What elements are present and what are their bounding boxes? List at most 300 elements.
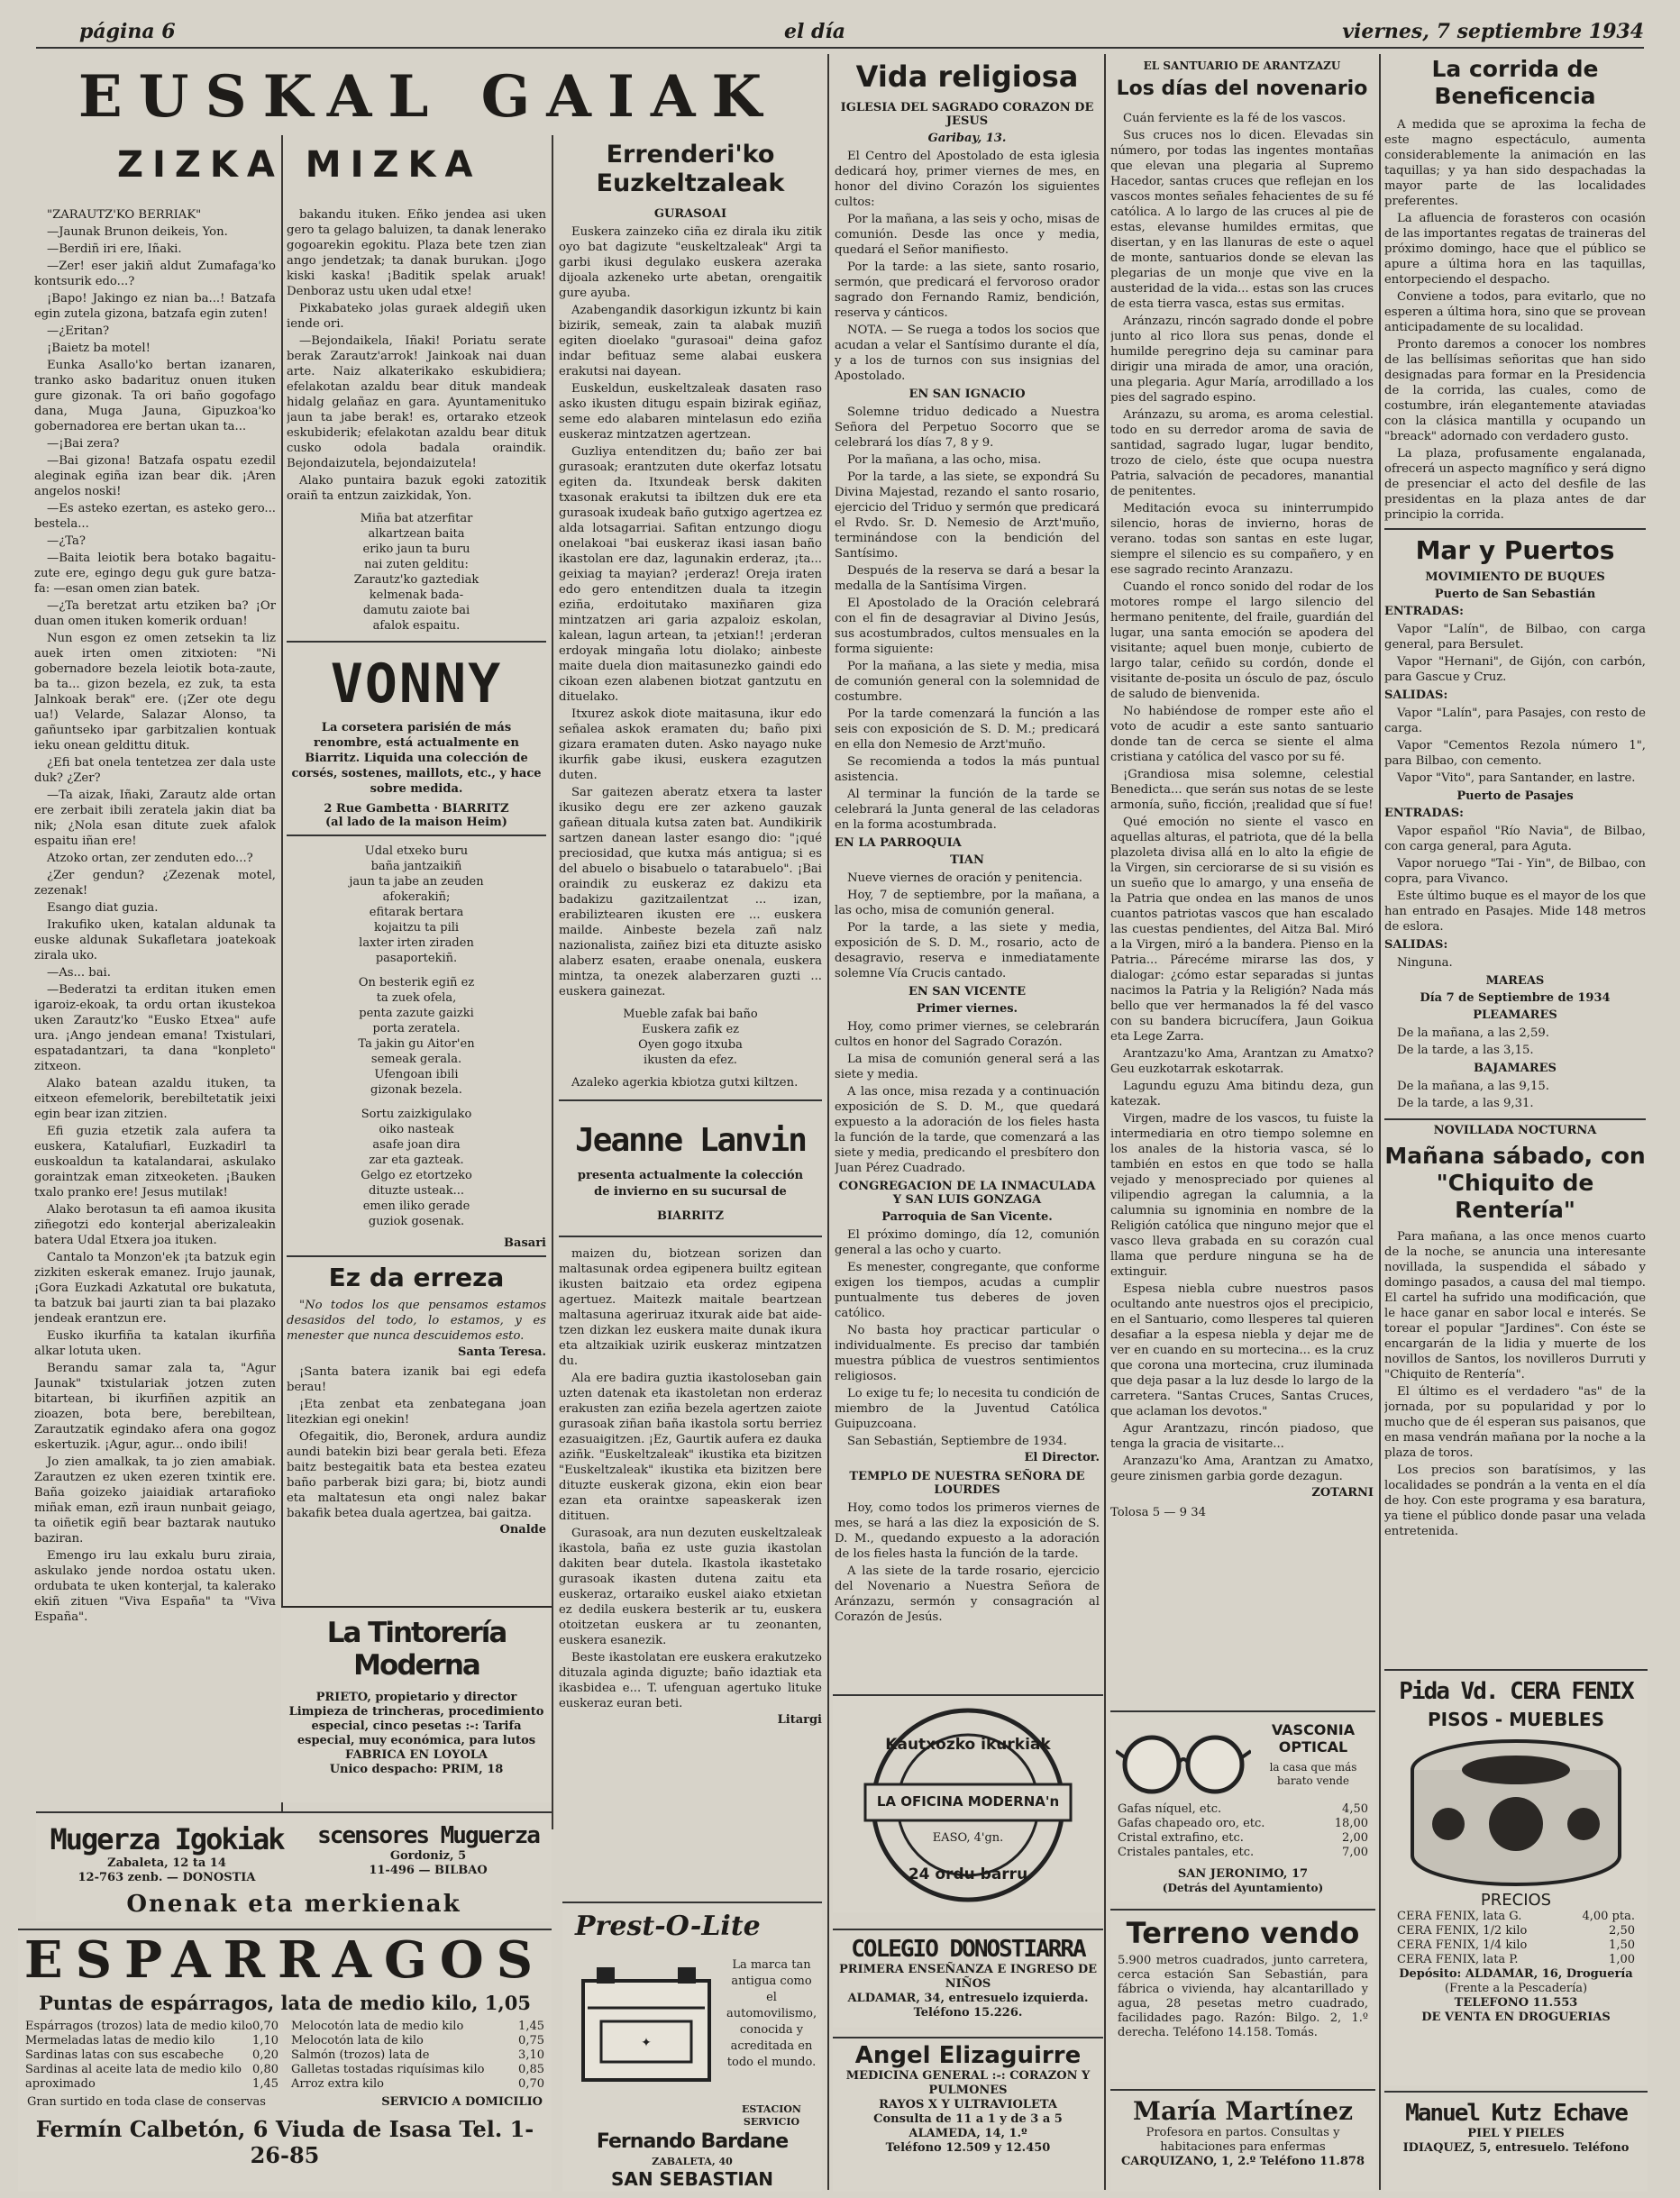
mugerza-right-phone: 11-496	[369, 1864, 415, 1877]
verse-signature: Basari	[504, 1236, 546, 1250]
article-paragraph: Al terminar la función de la tarde se celebrará la Junta general de las celadoras en la forma acostumbrada.	[835, 788, 1100, 832]
article-paragraph: Lo exige tu fe; lo necesita tu condición de miembro de la Juventud Católica Guipuzcoana.	[835, 1387, 1100, 1431]
article-paragraph: —¿Ta?	[47, 534, 86, 548]
article-paragraph: —Baita leiotik bera botako bagaitu-zute ere, egingo degu guk gure batza-fa: —esan omen zian batek.	[34, 552, 276, 596]
ship-entry: Vapor "Hernani", de Gijón, con carbón, para Gascue y Cruz.	[1384, 655, 1646, 684]
article-paragraph: El Apostolado de la Oración celebrará con el fin de desagraviar al Divino Jesús, sus acostumbrados, cultos mensuales en la forma siguiente:	[835, 597, 1100, 656]
price-row: Cristal extrafino, etc. 2,00	[1118, 1831, 1368, 1845]
wax-tin-icon	[1403, 1734, 1629, 1887]
colegio-line: PRIMERA ENSEÑANZA E INGRESO DE NIÑOS	[838, 1963, 1098, 1991]
terreno-title: Terreno vendo	[1126, 1916, 1360, 1950]
article-signature: Onalde	[499, 1523, 546, 1537]
article-paragraph: Por la mañana, a las siete y media, misa de comunión general con la solemnidad de costumbre.	[835, 660, 1100, 704]
verse-block	[287, 511, 546, 634]
lanvin-description: presenta actualmente la colección de invierno en su sucursal de	[577, 1169, 804, 1199]
maria-title: María Martínez	[1133, 2096, 1353, 2126]
prestolite-brand: Prest-O-Lite	[575, 1911, 761, 1942]
article-paragraph: Emengo iru lau exkalu buru ziraia, askulako jende nordoa ostatu uken. ordubata te uken konterjal, ta kalerako ekiñ zituen "Viva España" ta "Viva España".	[34, 1549, 276, 1624]
article-paragraph: Hoy, como primer viernes, se celebrarán cultos en honor del Sagrado Corazón.	[835, 1020, 1100, 1049]
terreno-ad	[1110, 1909, 1375, 2082]
stamp-ring-text: Kautxozko ikurkiak	[885, 1736, 1051, 1754]
battery-icon	[570, 1954, 723, 2107]
article-signature: Litargi	[777, 1713, 822, 1727]
article-paragraph: —Berdiñ iri ere, Iñaki.	[47, 242, 182, 256]
subsection-title: MOVIMIENTO DE BUQUES	[1425, 570, 1605, 584]
article-paragraph: Beste ikastolatan ere euskera erakutzeko dituzala aginda diguzte; baño idaztiak eta ikasbidea e... T. ufenguan agertuko lituke euskeraz euran beti.	[559, 1651, 822, 1710]
tide-entry: De la mañana, a las 9,15.	[1397, 1080, 1549, 1093]
article-paragraph: Por la tarde, a las siete, se expondrá Su Divina Majestad, rezando el santo rosario, ejercicio del Triduo y sermón que predicará el Rvdo. Sr. D. Nemesio de Arzt'muño, terminándose con la bendición del Santísimo.	[835, 470, 1100, 561]
subsection-label: SALIDAS:	[1384, 938, 1448, 952]
terreno-text: 5.900 metros cuadrados, junto carretera, cerca estación San Sebastián, para fábrica o vivienda, hay alcantarillado y agua, 28 pesetas metro cuadrado, facilidades pago. Razón: Bilgo. 2, 1.º derecha. Teléfono 14.158. Tomás.	[1118, 1954, 1368, 2039]
price-row: Gafas chapeado oro, etc. 18,00	[1118, 1817, 1368, 1830]
verse-line: Ta jakin gu Aitor'en	[358, 1037, 475, 1051]
verse-line: Oyen gogo itxuba	[638, 1038, 743, 1052]
article-paragraph: Por la tarde comenzará la función a las seis con exposición de S. D. M.; predicará en ella don Nemesio de Arzt'muño.	[835, 707, 1100, 752]
article-paragraph: La plaza, profusamente engalanada, ofrecerá un aspecto magnífico y será digno de presenciar el acto del desfile de las presidentas en la plaza antes de dar principio la corrida.	[1384, 447, 1646, 522]
angel-elizaguirre-ad	[833, 2037, 1103, 2192]
article-paragraph: ¡Bapo! Jakingo ez nian ba...! Batzafa egin zutela gizona, batzafa egin zuten!	[34, 292, 276, 321]
article-paragraph: —Bederatzi ta erditan ituken emen igaroiz-ekoak, ta ordu ortan ikustekoa uken Zarautz'ko "Eusko Etxea" aufe ura. ¡Ango jendean emana! Txistulari, espatadantzari, ta dana "konpleto" zitxeon.	[34, 983, 276, 1073]
article-paragraph: No habiéndose de romper este año el voto de acudir a este santo santuario donde tan de cerca se siente el alma cristiana y católica del vasco por su fé.	[1110, 705, 1374, 764]
verse-line: Zarautz'ko gaztediak	[353, 573, 479, 587]
prestolite-station: ESTACION SERVICIO	[742, 2103, 801, 2128]
ship-entry: Vapor "Vito", para Santander, en lastre.	[1397, 771, 1636, 785]
price-row: CERA FENIX, 1/4 kilo 1,50	[1397, 1938, 1635, 1952]
subsection-label: ENTRADAS:	[1384, 807, 1464, 820]
verse-line: jaun ta jabe an zeuden	[349, 875, 484, 889]
verse-line: emen iliko gerade	[362, 1199, 470, 1213]
verse-line: dituzte usteak...	[369, 1184, 464, 1198]
cera-fenix-ad	[1384, 1669, 1648, 2085]
article-paragraph: Esango diat guzia.	[47, 901, 159, 915]
angel-phone: Teléfono 12.509 y 12.450	[885, 2141, 1051, 2155]
article-paragraph: Por la mañana, a las seis y ocho, misas de comunión. Desde las once y media, quedará el Señor manifiesto.	[835, 213, 1100, 257]
ship-entry: Ninguna.	[1397, 956, 1453, 970]
article-paragraph: A las siete de la tarde rosario, ejercicio del Novenario a Nuestra Señora de Aránzazu, sermón y consagración al Corazón de Jesús.	[835, 1564, 1100, 1624]
article-paragraph: Sar gaitezen aberatz etxera ta laster ikusiko degu ere zer azkeno gauzak gañean dituala kutsa zaten bat. Aundikirik sartzen danean laster esango dio: "¡qué preciosidad, que kutxa más antigua; si es del abuelo o bisabuelo o tatarabuelo". ¡Bai oraindik zu euskeraz ez dakizu eta badakizu gazitzailentzat ... izan, erabiliztearen ikusten ere ... euskera mailde. Ainbeste bezela zañ nalz nazionalista, zaiñez bizi eta dituzte asisko alaberz esaten, eraabe onenala, euskera mintza, ta onezek alaberzaren guzti ... euskera gainezat.	[559, 786, 822, 999]
prestolite-slogan: La marca tan antigua como el automovilismo, conocida y acreditada en todo el mundo.	[726, 1958, 817, 2069]
article-paragraph: Eunka Asallo'ko bertan izanaren, tranko asko badarituz onuen ituken gure gizonak. Ta ori baño gogofago dana, Muga Jauna, Gipuzkoa'ko gobernadorea ere bertan ukan ta...	[34, 359, 276, 433]
article-paragraph: —Bejondaikela, Iñaki! Poriatu serate berak Zarautz'arrok! Jainkoak nai duan arte. Naiz alkaterikako eskubidiera; efelakotan azaldu bear dituk mandeak hidalg gelañaz en gara. Ayuntamenituko jaun ta jabe berak! es, ortarako etzeok eskubiderik; efelakotan azaldu bear dituk cusko odola badala oraindik. Bejondaizutela, bejondaizutela!	[287, 334, 546, 470]
article-paragraph: Hoy, como todos los primeros viernes de mes, se hará a las diez la exposición de S. D. M., quedando expuesto a la adoración de los fieles hasta la función de la tarde.	[835, 1501, 1100, 1561]
prestolite-dealer: Fernando Bardane	[596, 2130, 789, 2153]
article-paragraph: Lagundu eguzu Ama bitindu deza, gun katezak.	[1110, 1080, 1374, 1108]
article-signature: ZOTARNI	[1311, 1486, 1374, 1500]
price-row: Sardinas latas con sus escabeche 0,20	[25, 2048, 278, 2062]
article-paragraph: Por la mañana, a las ocho, misa.	[847, 453, 1042, 467]
quote-author: Santa Teresa.	[457, 1345, 546, 1359]
article-paragraph: ¿Zer gendun? ¿Zezenak motel, zezenak!	[34, 869, 276, 898]
article-paragraph: Cuando el ronco sonido del rodar de los motores rompe el largo silencio del hermano penitente, del fraile, guardián del lugar, una santa emoción se apodera del visitante; aquel buen monje, cubierto de largo talar, ceñido su cordón, donde el visitante de-posita un ósculo de paz, ósculo de saludo de bienvenida.	[1110, 580, 1374, 701]
tintoreria-office: Unico despacho: PRIM, 18	[329, 1763, 504, 1776]
subsection-title: MAREAS	[1485, 974, 1545, 988]
article-paragraph: Alako puntaira bazuk egoki zatozitik oraiñ ta entzun zaizkidak, Yon.	[287, 474, 546, 503]
article-paragraph: Efi guzia etzetik zala aufera ta euskera, Katalufiarl, Euzkadirl ta euskoaldun ta katalandarai, askulako goraintzak eman zitxeoketen. ¡Bauken txalo pranko ere! Jesus mutilak!	[34, 1125, 276, 1199]
section-title: Vida religiosa	[855, 59, 1079, 94]
oficina-moderna-ad	[833, 1694, 1103, 1912]
article-title: Los días del novenario	[1116, 78, 1368, 100]
article-paragraph: Qué emoción no siente el vasco en aquellas alturas, el patriota, que dé la bella plazoleta divisa allá en lo alto la efigie de la Virgen, sin cerciorarse de si su visión es un sueño que lo amargo, y una enseña de la Patria que ondea en las manos de unos cuantos patriotas vascos que han escalado las cuestas pendientes, del Aitza Bal. Miró a la Virgen, miró a la bandera. Pienso en la Patria... Párecéme mirarse las dos, y dialogar: ¿cómo estar separadas si juntas nacimos la Patria y la Religión? Nada más bello que ver hermanados la fé del vasco con su bandera bicrucífera, Jaun Goikua eta Lege Zarra.	[1110, 816, 1374, 1044]
mugerza-ad: Mugerza Igokiak Zabaleta, 12 ta 14 12-763 zenb. — DONOSTIA scensores Muguerza Gordoniz, 5 11-496 — BILBAO Onenak eta merkienak	[36, 1811, 552, 1921]
fenix-title: Pida Vd. CERA FENIX	[1399, 1678, 1633, 1705]
article-paragraph: Gurasoak, ara nun dezuten euskeltzaleak ikastola, baña ez uste guzia ikastolan dakiten bear dutela. Ikastola ikastetako gurasoak ikasten dutena zaitu eta euskeraz, ortaraiko euskel aiako etxietan ez dedila euskera besterik ar tu, euskera otoitzetan euskera ar tu zeonanten, euskera esanezik.	[559, 1527, 822, 1647]
ship-entry: Este último buque es el mayor de los que han entrado en Pasajes. Mide 148 metros de eslora.	[1384, 889, 1646, 934]
esparragos-title: ESPARRAGOS	[23, 1930, 546, 1990]
article-paragraph: Ala ere badira guztia ikastoloseban gain uzten datenak eta ikastoletan non erderaz erakusten zan eziña bezela agertzen zaiote gurasoak ziñan baña ikastola sortu berriez ezasuaigitzen. ¡Ez, Gaurtik aufera ez dauka aziñk. "Euskeltzaleak" ikustika eta bizitzen "Euskeltzaleak" ikustika eta bizitzen bere dituzte euskerak gizona, ekin eion bear ezan eta oraintxe sapeaskerak izen ditituen.	[559, 1372, 822, 1523]
article-paragraph: Atzoko ortan, zer zenduten edo...?	[47, 852, 253, 865]
esparragos-note: Gran surtido en toda clase de conservas	[27, 2095, 266, 2109]
verse-line: zar eta gazteak.	[369, 1154, 464, 1167]
article-paragraph: ¡Grandiosa misa solemne, celestial Benedicta... que serán sus notas de se leste armonía, suño, ficción, ¡realidad que sí fue!	[1110, 768, 1374, 812]
lanvin-title: Jeanne Lanvin	[575, 1122, 806, 1159]
article-paragraph: La afluencia de forasteros con ocasión de las importantes regatas de traineras del próximo domingo, hace que el público se apure a última hora en las taquillas, entorpeciendo el despacho.	[1384, 212, 1646, 287]
price-row: CERA FENIX, lata P. 1,00	[1397, 1953, 1635, 1966]
column-rule	[827, 54, 829, 2190]
church-name: TEMPLO DE NUESTRA SEÑORA DE LOURDES	[849, 1470, 1085, 1497]
subsection-label: BAJAMARES	[1474, 1062, 1557, 1075]
page-header	[36, 16, 1644, 49]
angel-title: Angel Elizaguirre	[854, 2042, 1082, 2069]
article-paragraph: Aránzazu, su aroma, es aroma celestial. todo en su derredor aroma de savia de santidad, sagrado lugar, lugar bendito, trozo de cielo, éste que ocupa nuestra Patria, salvación de pecadores, manantial de penitentes.	[1110, 408, 1374, 498]
church-subtitle: Primer viernes.	[916, 1002, 1018, 1016]
church-subtitle: TIAN	[950, 853, 984, 867]
article-paragraph: A medida que se aproxima la fecha de este magno espectáculo, aumenta considerablemente la animación en las taquillas; y ya han sido despachadas la mayor parte de las localidades preferentes.	[1384, 118, 1646, 208]
tintoreria-factory: FABRICA EN LOYOLA	[345, 1748, 488, 1762]
article-paragraph: ¡Baietz ba motel!	[47, 342, 151, 355]
subsection-label: ENTRADAS:	[1384, 605, 1464, 618]
article-paragraph: San Sebastián, Septiembre de 1934.	[847, 1435, 1067, 1448]
article-paragraph: Jo zien amalkak, ta jo zien amabiak. Zarautzen ez uken ezeren txintik ere. Baña goizeko jaiaidiak artarafioko miñak eman, ezñ iraun nunbait geiago, ta oiñetik egiñ bear baztarak nautuko baziran.	[34, 1455, 276, 1546]
verse-line: Euskera zafik ez	[641, 1023, 740, 1036]
verse-line: Miña bat atzerfitar	[360, 512, 473, 525]
article-paragraph: ¡Santa batera izanik bai egi edefa berau!	[287, 1365, 546, 1394]
verse-line: Udal etxeko buru	[364, 844, 469, 858]
article-title: Mañana sábado, con "Chiquito de Rentería"	[1384, 1143, 1646, 1223]
colegio-address: ALDAMAR, 34, entresuelo izquierda. Teléfono 15.226.	[847, 1992, 1089, 2020]
fenix-subtitle: PISOS - MUEBLES	[1428, 1709, 1604, 1730]
angel-address: ALAMEDA, 14, 1.º	[908, 2127, 1027, 2140]
angel-line: RAYOS X Y ULTRAVIOLETA	[879, 2098, 1057, 2111]
page-number: página 6	[79, 20, 176, 43]
church-name: EN SAN VICENTE	[908, 985, 1027, 999]
article-kicker: NOVILLADA NOCTURNA	[1433, 1124, 1597, 1137]
eyeglasses-icon	[1116, 1728, 1251, 1801]
article-paragraph: Euskeldun, euskeltzaleak dasaten raso asko ikusten ditugu espain bizirak egiñaz, seme edo alabaren mintelasun edo eziña euskeraz mintzatzen agertzean.	[559, 382, 822, 442]
article-paragraph: A las once, misa rezada y a continuación exposición de S. D. M., que quedará expuesto a la adoración de los fieles hasta la función de la tarde, que comenzará a las siete y media, predicando el presbítero don Juan Pérez Cuadrado.	[835, 1085, 1100, 1175]
article-byline: GURASOAI	[653, 207, 727, 221]
fenix-prices-title: PRECIOS	[1480, 1891, 1552, 1910]
prestolite-ad	[562, 1902, 822, 2192]
tintoreria-owner: PRIETO, propietario y director	[315, 1691, 517, 1704]
article-kicker: EL SANTUARIO DE ARANTZAZU	[1143, 59, 1341, 72]
vonny-title: VONNY	[330, 652, 503, 716]
article-paragraph: Es menester, congregante, que conforme exigen los tiempos, acudas a cumplir puntualmente tus deberes de joven católico.	[835, 1261, 1100, 1320]
article-paragraph: Itxurez askok diote maitasuna, ikur edo señalea askok eramaten du; baño pixi gizara eramaten duten. Asko nayago nuke ikurfik gabe ikusi, euskera ezagutzen duten.	[559, 707, 822, 782]
verse-line: gizonak bezela.	[370, 1083, 462, 1097]
subsection-title: Día 7 de Septiembre de 1934	[1420, 991, 1611, 1005]
mar-puertos-title: Mar y Puertos	[1415, 535, 1615, 565]
verse-line: guziok gosenak.	[368, 1215, 465, 1228]
article-paragraph: —Es asteko ezertan, es asteko gero... bestela...	[34, 502, 276, 531]
maria-martinez-ad	[1110, 2089, 1375, 2192]
price-row: Arroz extra kilo 0,70	[291, 2077, 544, 2091]
article-paragraph: Nueve viernes de oración y penitencia.	[847, 871, 1082, 885]
quote: "No todos los que pensamos estamos desasidos del todo, lo estamos, y es menester que nunca descuidemos esto.	[287, 1299, 546, 1343]
tintoreria-services: Limpieza de trincheras, procedimiento especial, cinco pesetas :-: Tarifa especial, muy económica, para lutos	[288, 1705, 544, 1747]
article-paragraph: Virgen, madre de los vascos, tu fuiste la intermediaria en otro tiempo solemne en los anales de la historia vasca, sé lo también en estos en que todo se halla vejado y menospreciado por quienes al vilipendio agregan la calumnia, a la calumnia su ignominia en nombre de la Religión católica que ninguno mejor que el vasco lleva grabada en su corazón cual llama que perdure ninguna se ha de extinguir.	[1110, 1112, 1374, 1279]
article-paragraph: El último es el verdadero "as" de la jornada, por su popularidad y por lo mucho que de él esperan sus paisanos, que en masa vendrán mañana por la noche a la plaza de toros.	[1384, 1385, 1646, 1460]
verse-line: alkartzean baita	[368, 527, 465, 541]
mugerza-left-title: Mugerza Igokiak	[50, 1822, 284, 1856]
article-paragraph: —Bai gizona! Batzafa ospatu ezedil aleginak egiña izan bear dik. ¡Aren angelos noski!	[34, 454, 276, 498]
article-paragraph: Cantalo ta Monzon'ek ¡ta batzuk egin zizkiten eskerak emanez. Irujo jaunak, ¡Gora Euzkadi Azkatutal ore bukatuta, ta batzuk bai jaurti zian ta bai plazako jendeak erantzun ere.	[34, 1251, 276, 1326]
ship-entry: Vapor noruego "Tai - Yin", de Bilbao, con copra, para Vivanco.	[1384, 857, 1646, 886]
article-paragraph: Para mañana, a las once menos cuarto de la noche, se anuncia una interesante novillada, la suspendida el sábado y domingo pasados, a causa del mal tiempo. El cartel ha sufrido una modificación, que le hace ganar en sabor local e interés. Se torear el popular "Jardines". Con éste se encargarán de la lidia y muerte de los novillos de Santos, los novilleros Durruti y "Chiquito de Rentería".	[1384, 1230, 1646, 1382]
article-paragraph: ¿Efi bat onela tentetzea zer dala uste duk? ¿Zer?	[34, 756, 276, 785]
verse-line: oiko nasteak	[379, 1123, 454, 1136]
subsection-label: PLEAMARES	[1473, 1008, 1557, 1022]
vonny-address: 2 Rue Gambetta · BIARRITZ	[324, 802, 509, 816]
verse-line: Gelgo ez etortzeko	[361, 1169, 472, 1182]
article-paragraph: El próximo domingo, día 12, comunión general a las ocho y cuarto.	[835, 1228, 1100, 1257]
article-paragraph: Meditación evoca su ininterrumpido silencio, horas de invierno, horas de verano. todas son santas en este lugar, siempre el silencio es su compañero, y en ese sagrado recinto Aranzazu.	[1110, 502, 1374, 577]
vonny-ad	[287, 641, 546, 836]
section-subtitle: ZIZKA MIZKA	[117, 144, 482, 186]
article-paragraph: Se recomienda a todos la más puntual asistencia.	[835, 755, 1100, 784]
vasconia-address: SAN JERONIMO, 17	[1177, 1867, 1309, 1881]
verse-line: damutu zaiote bai	[362, 604, 470, 617]
price-row: Melocotón lata de medio kilo 1,45	[291, 2020, 544, 2033]
verse-line: Mueble zafak bai baño	[623, 1008, 758, 1021]
ship-entry: Vapor "Cementos Rezola número 1", para Bilbao, con cemento.	[1384, 739, 1646, 768]
article-paragraph: Aranzazu'ko Ama, Arantzan zu Amatxo, geure zinismen garbia gorde dezagun.	[1110, 1455, 1374, 1483]
vasconia-subtitle: la casa que más barato vende	[1269, 1761, 1357, 1787]
column-rule	[552, 135, 553, 1829]
church-name: EN LA PARROQUIA	[835, 836, 962, 850]
verse-line	[287, 966, 546, 975]
column-rule	[281, 135, 283, 1829]
mugerza-left-address: Zabaleta, 12 ta 14	[107, 1856, 226, 1870]
angel-line: Consulta de 11 a 1 y de 3 a 5	[873, 2112, 1063, 2126]
article-paragraph: Conviene a todos, para evitarlo, que no esperen a última hora, sino que se provean anticipadamente de su localidad.	[1384, 290, 1646, 334]
section-title: EUSKAL GAIAK	[78, 63, 779, 131]
fenix-sale-note: DE VENTA EN DROGUERIAS	[1421, 2011, 1611, 2024]
esparragos-service: SERVICIO A DOMICILIO	[381, 2095, 543, 2109]
article-paragraph: —¡Bai zera?	[47, 437, 120, 451]
vasconia-address-note: (Detrás del Ayuntamiento)	[1162, 1882, 1324, 1894]
subsection-title: Puerto de San Sebastián	[1434, 588, 1596, 601]
fenix-price-list	[1384, 1910, 1648, 1967]
vonny-description: La corsetera parisién de más renombre, está actualmente en Biarritz. Liquida una colección de corsés, sostenes, maillots, etc., y hace sobre medida.	[291, 721, 542, 796]
esparragos-left-prices	[25, 2020, 278, 2092]
verse-block	[559, 1007, 822, 1068]
price-row: Salmón (trozos) lata de 3,10	[291, 2048, 544, 2062]
ship-entry: Vapor "Lalín", para Pasajes, con resto de carga.	[1384, 707, 1646, 735]
article-paragraph: Azabengandik dasorkigun izkuntz bi kain bizirik, semeak, zain ta alabak muziñ egiten dioelako "gurasoai" deina gafoz indar befituaz seme alabai euskera erakutsi nai dayean.	[559, 304, 822, 378]
church-address: Garibay, 13.	[927, 132, 1007, 145]
verse-line: asafe joan dira	[372, 1138, 461, 1152]
verse-line: kelmenak bada-	[369, 588, 464, 602]
article-paragraph: NOTA. — Se ruega a todos los socios que acudan a velar el Santísimo durante el día, y a los de turnos con sus insignias del Apostolado.	[835, 324, 1100, 383]
verse-line: Ufengoan ibili	[374, 1068, 459, 1081]
article-paragraph: Solemne triduo dedicado a Nuestra Señora del Perpetuo Socorro que se celebrará los días 7, 8 y 9.	[835, 406, 1100, 450]
article-paragraph: Berandu samar zala ta, "Agur Jaunak" txistulariak jotzen zuten bitartean, bi ikurfiñen azpitik an zioazen, bota bere, berebiltean, Zarautzatik egindako afera ona gogoz eskertuzik. ¡Agur, agur... ondo ibili!	[34, 1362, 276, 1452]
verse-line: laxter irten ziraden	[359, 936, 474, 950]
fenix-deposit: Depósito: ALDAMAR, 16, Droguería	[1399, 1967, 1633, 1981]
verse-line: ikusten da efez.	[644, 1053, 737, 1067]
article-paragraph: —¿Eritan?	[47, 324, 110, 338]
article-paragraph: Sus cruces nos lo dicen. Elevadas sin número, por todas las ingentes montañas que elevan una plegaria al Supremo Hacedor, santas cruces que reflejan en los vascos montes señales fehacientes de su fé católica. A lo largo de las cruces al pie de estas, elevanse humildes ermitas, que disertan, y en las llanuras de este o aquel de monte, santuarios donde se elevan las plegarias de un monje que vive en la austeridad de la vida... estas son las cruces de esta tierra vasca, estas sus ermitas.	[1110, 129, 1374, 311]
esparragos-right-prices	[291, 2020, 544, 2092]
column-six	[1384, 56, 1646, 1669]
tintoreria-ad	[281, 1606, 552, 1802]
svg-text:✦: ✦	[641, 2036, 652, 2050]
mugerza-left-city: DONOSTIA	[182, 1871, 256, 1884]
fenix-deposit-note: (Frente a la Pescadería)	[1444, 1982, 1588, 1995]
article-paragraph: —Zer! eser jakiñ aldut Zumafaga'ko kontsurik edo...?	[34, 260, 276, 288]
vasconia-optical-ad	[1110, 1710, 1375, 1902]
fenix-phone: TELEFONO 11.553	[1454, 1996, 1578, 2010]
price-row: Galletas tostadas riquísimas kilo 0,85	[291, 2063, 544, 2076]
article-paragraph: Espesa niebla cubre nuestros pasos ocultando ante nuestros ojos el precipicio, en el Santuario, como llesperes tal quieren desafiar a la espesa niebla y dejar me de ver en cuando en su mortecina... es la cruz que corona una mortecina, cruz iluminada que deja pasar a la luz desde lo largo de la carretera. "Santas Cruces, Santas Cruces, que aclaman los devotos."	[1110, 1282, 1374, 1418]
price-row: Cristales pantales, etc. 7,00	[1118, 1846, 1368, 1859]
prestolite-city: SAN SEBASTIAN	[610, 2168, 774, 2190]
article-paragraph: Por la tarde: a las siete, santo rosario, sermón, que predicará el fervoroso orador sagrado don Fernando Ramiz, bendición, reserva y cánticos.	[835, 260, 1100, 320]
tide-entry: De la tarde, a las 3,15.	[1397, 1044, 1534, 1057]
church-name: CONGREGACION DE LA INMACULADA Y SAN LUIS GONZAGA	[838, 1180, 1096, 1207]
stamp-bottom-text: 24 ordu barru	[908, 1865, 1028, 1883]
church-name: IGLESIA DEL SAGRADO CORAZON DE JESUS	[840, 101, 1094, 128]
prestolite-address: ZABALETA, 40	[652, 2156, 733, 2167]
verse-line: penta zazute gaizki	[359, 1007, 474, 1020]
issue-date: viernes, 7 septiembre 1934	[1342, 20, 1644, 43]
article-paragraph: La misa de comunión general será a las siete y media.	[835, 1053, 1100, 1081]
verse-line: semeak gerala.	[370, 1053, 462, 1066]
article-paragraph: Eusko ikurfiña ta katalan ikurfiña alkar lotuta uken.	[34, 1329, 276, 1358]
verse-line: kojaitzu ta pili	[373, 921, 460, 935]
verse-line: Sortu zaizkigulako	[361, 1108, 472, 1121]
verse-line: porta zeratela.	[372, 1022, 461, 1035]
ship-entry: Vapor "Lalín", de Bilbao, con carga general, para Bersulet.	[1384, 623, 1646, 652]
article-paragraph: No basta hoy practicar particular o individualmente. Es preciso dar también muestra pública de vuestros sentimientos religiosos.	[835, 1324, 1100, 1383]
verse-line: eriko jaun ta buru	[362, 543, 470, 556]
mugerza-right-city: BILBAO	[434, 1864, 488, 1877]
article-paragraph: bakandu ituken. Eñko jendea asi uken gero ta gelago baluizen, ta danak lenerako gogoarekin egokitu. Plaza bete tzen zian ango jendetzak; ta danak burukan. ¡Jogo kiski kaska! ¡Baditik spelak aruak! Denboraz ustu uken udal etxe!	[287, 208, 546, 298]
article-paragraph: Ofegaitik, dio, Beronek, ardura aundiz aundi batekin bizi bear gerala beti. Efeza baitz bestegaitik bata eta bestea ezateu baño parberak bizi gara; bi, biotz aundi eta maltatesun eta ongi nalez bakar bakafik betea duala agertzea, bai gaitza.	[287, 1430, 546, 1520]
article-paragraph: Aránzazu, rincón sagrado donde el pobre junto al rico llora sus penas, donde el humilde peregrino deja su caminar para dirigir una mirada de amor, una oración, una plegaria. Agur María, arrodillado a los pies del sagrado espino.	[1110, 315, 1374, 405]
article-paragraph: Alako batean azaldu ituken, ta eitxeon efemelorik, berebiltetatik jeixi egin bear izan zitzien.	[34, 1077, 276, 1121]
colegio-ad	[833, 1929, 1103, 2028]
esparragos-subtitle: Puntas de espárragos, lata de medio kilo, 1,05	[39, 1992, 531, 2014]
verse-line	[287, 1098, 546, 1107]
ez-da-erreza-title: Ez da erreza	[328, 1263, 505, 1292]
maria-address: CARQUIZANO, 1, 2.º Teléfono 11.878	[1120, 2155, 1365, 2168]
stamp-address: EASO, 4'gn.	[932, 1831, 1004, 1845]
tide-entry: De la tarde, a las 9,31.	[1397, 1097, 1534, 1110]
price-row: Espárragos (trozos) lata de medio kilo 0,70	[25, 2020, 278, 2033]
price-row: Melocotón lata de kilo 0,75	[291, 2034, 544, 2048]
mugerza-slogan: Onenak eta merkienak	[126, 1891, 461, 1918]
price-row: CERA FENIX, lata G. 4,00 pta.	[1397, 1910, 1635, 1923]
article-paragraph: ¡Eta zenbat eta zenbategana joan litezkian egi onekin!	[287, 1398, 546, 1427]
article-paragraph: Después de la reserva se dará a besar la medalla de la Santísima Virgen.	[835, 564, 1100, 593]
article-paragraph: El Centro del Apostolado de esta iglesia dedicará hoy, primer viernes de mes, en honor del divino Corazón los siguientes cultos:	[835, 150, 1100, 209]
column-rule	[1379, 54, 1381, 2190]
article-paragraph: Arantzazu'ko Ama, Arantzan zu Amatxo? Geu euzkotarrak eskotarrak.	[1110, 1047, 1374, 1076]
tide-entry: De la mañana, a las 2,59.	[1397, 1026, 1549, 1040]
verse-line: efitarak bertara	[369, 906, 464, 919]
manuel-title: Manuel Kutz Echave	[1405, 2100, 1627, 2127]
lanvin-ad	[559, 1099, 822, 1237]
article-paragraph: Los precios son baratísimos, y las localidades se pondrán a la venta en el día de hoy. Con este programa y esa baratura, ya tiene el público donde pasar una velada entretenida.	[1384, 1464, 1646, 1538]
article-paragraph: —Ta aizak, Iñaki, Zarautz alde ortan ere zerbait ibili zeratela jakin diat ba nik; ¿Nola esan ditute zuek afalok espaitu iñan ere!	[34, 789, 276, 848]
price-row: Sardinas al aceite lata de medio kilo 0,80	[25, 2063, 278, 2076]
verse-line: ta zuek ofela,	[376, 991, 457, 1005]
errenderi-article	[559, 135, 822, 1929]
verse-line: pasaportekiñ.	[375, 952, 458, 965]
article-paragraph: Agur Arantzazu, rincón piadoso, que tenga la gracia de visitarte...	[1110, 1422, 1374, 1451]
subsection-title: Puerto de Pasajes	[1456, 789, 1574, 803]
column-rule	[1104, 54, 1106, 2190]
article-paragraph: —¿Ta beretzat artu etziken ba? ¡Or duan omen ituken komerik orduan!	[34, 599, 276, 628]
verse-line: nai zuten gelditu:	[364, 558, 469, 571]
arantzazu-article	[1110, 56, 1374, 1732]
verse-line: On besterik egiñ ez	[358, 976, 475, 990]
mugerza-right-address: Gordoniz, 5	[389, 1849, 467, 1863]
article-paragraph: —As... bai.	[47, 966, 111, 980]
vonny-address-note: (al lado de la maison Heim)	[325, 816, 507, 829]
paper-name: el día	[784, 20, 846, 43]
angel-line: MEDICINA GENERAL :-: CORAZON Y PULMONES	[845, 2069, 1091, 2097]
verse-line: afalok espaitu.	[372, 619, 461, 633]
article-paragraph: maizen du, biotzean sorizen dan maltasunak ordea egipenera builtz egitean ikusten baitzaio eta ordez egipena agertuez. Maitezk maitale beartzean maltasuna ageriruaz itxurak aide bat aide-tzen dizkan lez euskera maite dunak ikura eta altzaikiak uzirik euskeraz mintzatzen du.	[559, 1247, 822, 1368]
price-row: CERA FENIX, 1/2 kilo 2,50	[1397, 1924, 1635, 1938]
vasconia-price-list	[1118, 1802, 1368, 1860]
article-paragraph: Por la tarde, a las siete y media, exposición de S. D. M., rosario, acto de desagravio, reserva e inmediatamente solemne Vía Crucis cantado.	[835, 921, 1100, 980]
article-paragraph: Euskera zainzeko ciña ez dirala iku zitik oyo bat dagizute "euskeltzaleak" Argi ta garbi ikusi degulako euskera azeraka dijoala azkeneko urte abetan, orengaitik gure ayuba.	[559, 225, 822, 300]
subsection-label: SALIDAS:	[1384, 689, 1448, 702]
article-paragraph: Hoy, 7 de septiembre, por la mañana, a las ocho, misa de comunión general.	[835, 889, 1100, 917]
manuel-address: IDIAQUEZ, 5, entresuelo. Teléfono	[1402, 2141, 1630, 2155]
article-dateline: Tolosa 5 — 9 34	[1110, 1506, 1207, 1519]
article-paragraph: Azaleko agerkia kbiotza gutxi kiltzen.	[571, 1076, 799, 1090]
article-paragraph: Irakufiko uken, katalan aldunak ta euske aldunak Sukafletara joatekoak zirala uko.	[34, 918, 276, 962]
stamp-center-text: LA OFICINA MODERNA'n	[876, 1793, 1060, 1810]
article-paragraph: Pixkabateko jolas guraek aldegiñ uken iende ori.	[287, 302, 546, 331]
article-paragraph: Nun esgon ez omen zetsekin ta liz auek irten omen zitxioten: "Ni gobernadore bezela leiotik bota-zaute, ba ta... gizon bezela, ez zuk, ta esta Jalnkoak berak" ere. (¡Zer ote degu ua!) Velarde, Salazar Alonso, ta gañuntseko ipar garbitzalien kontuak ieku onean geldittu dituk.	[34, 632, 276, 752]
article-paragraph: Alako berotasun ta efi aamoa ikusita ziñegotzi edo konterjal aberizaleakin batera Udal Etxera joa ituken.	[34, 1203, 276, 1247]
colegio-title: COLEGIO DONOSTIARRA	[851, 1936, 1085, 1963]
verse-block	[287, 844, 546, 1229]
manuel-line: PIEL Y PIELES	[1467, 2127, 1565, 2140]
church-name: EN SAN IGNACIO	[908, 388, 1026, 401]
article-paragraph: Cuán ferviente es la fé de los vascos.	[1123, 112, 1347, 125]
article-paragraph: Pronto daremos a conocer los nombres de las bellísimas señoritas que han sido designadas para formar en la Presidencia de la corrida, las cuales, como de costumbre, irán elegantemente ataviadas con la clásica mantilla y ocupando un "breack" adornado con verdadero gusto.	[1384, 338, 1646, 443]
manuel-kutz-ad	[1384, 2091, 1648, 2192]
mugerza-right-title: scensores Muguerza	[317, 1822, 539, 1849]
article-paragraph: Guzliya entenditzen du; baño zer bai gurasoak; erantzuten dute okerfaz lotsatu egiten da. Itxundeak bersk dakiten txasonak erakutsi ta ibiltzen duk ere eta gurasoak ixudeak baño gutxigo agertzea ez alda lotsagarriai. Safitan entzungo diogu onelakoai "bai euskeraz ikasi iasan baño ikastolan ere daz, lagunakin erderaz, ¡ta... geixiag ta mayian? ¡erderaz! Oreja iraten edo gero entenditzen duala ta itzegin eziña, erdoitutako maxiñaren giza mintzatzen ari garia azpaloiz eskolan, kalean, lagun artean, ta ¡etxian!! ¡erderan erdoyak mingaña lotu diolako; ainbeste maite duela dion maitasunezko gaindi edo cikoan ezen alabenen biotzat gantzutu en dituelako.	[559, 445, 822, 704]
price-row: aproximado 1,45	[25, 2077, 278, 2091]
zizka-mizka-article	[34, 207, 276, 1748]
article-title: Errenderi'ko Euzkeltzaleak	[596, 141, 785, 197]
article-signature: El Director.	[1024, 1451, 1100, 1464]
price-row: Mermeladas latas de medio kilo 1,10	[25, 2034, 278, 2048]
ship-entry: Vapor español "Río Navia", de Bilbao, con carga general, para Aguta.	[1384, 825, 1646, 853]
price-row: Gafas níquel, etc. 4,50	[1118, 1802, 1368, 1816]
corrida-title: La corrida de Beneficencia	[1431, 56, 1599, 109]
verse-line: baña jantzaikiñ	[370, 860, 462, 873]
maria-line: Profesora en partos. Consultas y habitaciones para enfermas	[1146, 2126, 1340, 2154]
